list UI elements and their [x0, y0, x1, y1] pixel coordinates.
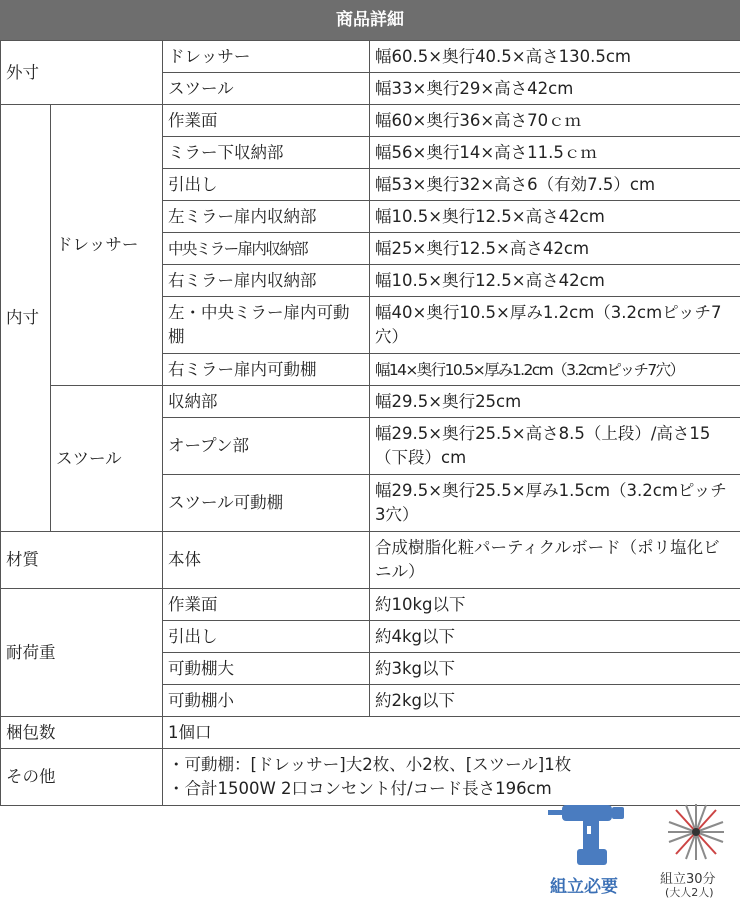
item-cell: オープン部 [163, 418, 370, 475]
value-cell: 幅29.5×奥行25cm [370, 386, 740, 418]
item-cell: 左ミラー扉内収納部 [163, 201, 370, 233]
value-cell: 幅29.5×奥行25.5×高さ8.5（上段）/高さ15（下段）cm [370, 418, 740, 475]
value-cell: 幅53×奥行32×高さ6（有効7.5）cm [370, 169, 740, 201]
item-cell: 中央ミラー扉内収納部 [163, 233, 370, 265]
table-row [1, 589, 740, 621]
value-cell: 約4kg以下 [370, 621, 740, 653]
value-cell: 合成樹脂化粧パーティクルボード（ポリ塩化ビニル） [370, 532, 740, 589]
item-cell: 本体 [163, 532, 370, 589]
note-line: ・可動棚：[ドレッサー]大2枚、小2枚、[スツール]1枚 [168, 755, 572, 774]
value-cell: 幅60×奥行36×高さ70ｃｍ [370, 105, 740, 137]
row-label-load: 耐荷重 [1, 589, 163, 717]
other-notes [163, 749, 740, 806]
table-row [1, 532, 740, 589]
page-title: 商品詳細 [0, 0, 740, 40]
assembly-required-badge [540, 800, 640, 910]
item-cell: 右ミラー扉内収納部 [163, 265, 370, 297]
row-label-outer: 外寸 [1, 41, 163, 105]
value-cell: 幅60.5×奥行40.5×高さ130.5cm [370, 41, 740, 73]
item-cell: 引出し [163, 169, 370, 201]
value-cell: 幅56×奥行14×高さ11.5ｃｍ [370, 137, 740, 169]
table-row [1, 717, 740, 749]
item-cell: ドレッサー [163, 41, 370, 73]
assembly-badges [540, 800, 740, 910]
assembly-people-label: (大人2人) [665, 886, 714, 899]
sub-label-stool: スツール [51, 386, 163, 532]
value-cell: 約2kg以下 [370, 685, 740, 717]
item-cell: スツール可動棚 [163, 475, 370, 532]
value-cell: 幅29.5×奥行25.5×厚み1.5cm（3.2cmピッチ3穴） [370, 475, 740, 532]
value-cell: 幅10.5×奥行12.5×高さ42cm [370, 265, 740, 297]
table-row [1, 105, 740, 137]
value-cell: 幅40×奥行10.5×厚み1.2cm（3.2cmピッチ7穴） [370, 297, 740, 354]
item-cell: 引出し [163, 621, 370, 653]
row-label-inner: 内寸 [1, 105, 51, 532]
row-label-other: その他 [1, 749, 163, 806]
item-cell: 可動棚大 [163, 653, 370, 685]
item-cell: 左・中央ミラー扉内可動棚 [163, 297, 370, 354]
assembly-required-label: 組立必要 [550, 877, 618, 897]
item-cell: 作業面 [163, 105, 370, 137]
item-cell: スツール [163, 73, 370, 105]
item-cell: ミラー下収納部 [163, 137, 370, 169]
row-label-packages: 梱包数 [1, 717, 163, 749]
sunburst-timer-icon [661, 800, 731, 866]
item-cell: 右ミラー扉内可動棚 [163, 354, 370, 386]
table-row [1, 386, 740, 418]
value-cell: 幅14×奥行10.5×厚み1.2cm（3.2cmピッチ7穴） [370, 354, 740, 386]
assembly-time-label: 組立30分 [660, 872, 716, 887]
spec-table [0, 40, 740, 806]
item-cell: 収納部 [163, 386, 370, 418]
item-cell: 作業面 [163, 589, 370, 621]
assembly-time-badge [655, 800, 740, 910]
value-cell: 約10kg以下 [370, 589, 740, 621]
row-label-material: 材質 [1, 532, 163, 589]
table-row [1, 749, 740, 806]
sub-label-dresser: ドレッサー [51, 105, 163, 386]
value-cell: 幅25×奥行12.5×高さ42cm [370, 233, 740, 265]
value-cell: 幅10.5×奥行12.5×高さ42cm [370, 201, 740, 233]
value-cell: 1個口 [163, 717, 740, 749]
note-line: ・合計1500W 2口コンセント付/コード長さ196cm [168, 779, 552, 798]
power-drill-icon [545, 800, 635, 870]
value-cell: 幅33×奥行29×高さ42cm [370, 73, 740, 105]
item-cell: 可動棚小 [163, 685, 370, 717]
table-row [1, 41, 740, 73]
value-cell: 約3kg以下 [370, 653, 740, 685]
